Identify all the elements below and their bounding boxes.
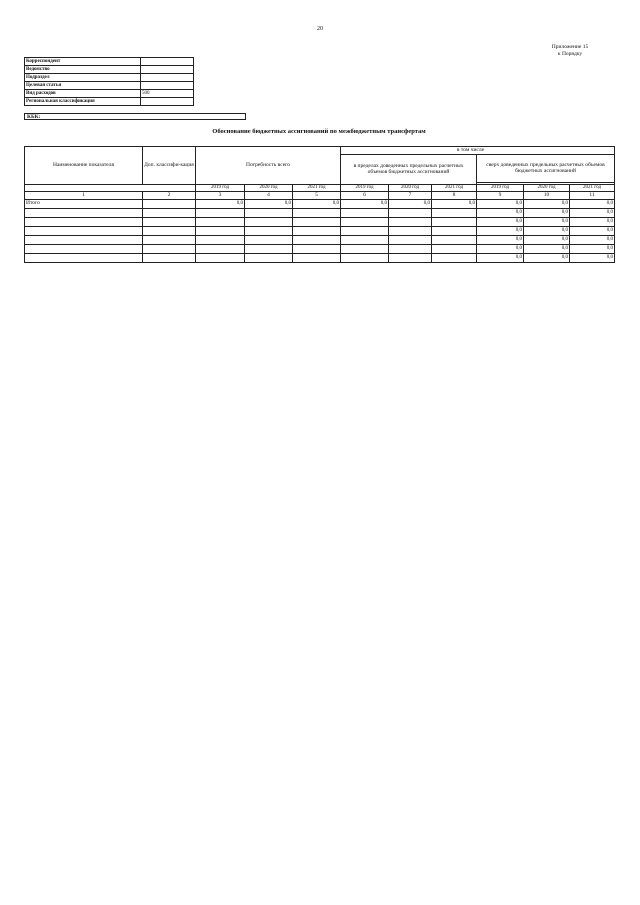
table-cell[interactable] — [245, 208, 293, 217]
table-cell[interactable] — [143, 199, 196, 208]
table-cell[interactable] — [389, 253, 432, 262]
column-number: 7 — [389, 192, 432, 200]
code-value[interactable] — [141, 58, 194, 66]
table-cell[interactable] — [143, 235, 196, 244]
column-number: 8 — [432, 192, 477, 200]
table-cell[interactable] — [293, 253, 341, 262]
code-value[interactable] — [141, 82, 194, 90]
total-value: 0,0 — [432, 199, 477, 208]
appendix-line-1: Приложение 15 — [551, 44, 589, 50]
table-cell[interactable] — [389, 235, 432, 244]
column-number: 10 — [524, 192, 570, 200]
year-spacer — [25, 184, 196, 192]
code-label: Целевая статья — [25, 82, 141, 90]
year-header: 2020 год — [389, 184, 432, 192]
column-number: 5 — [293, 192, 341, 200]
total-value: 0,0 — [570, 199, 615, 208]
row-value: 0,0 — [477, 253, 524, 262]
table-cell[interactable] — [389, 226, 432, 235]
code-row — [25, 66, 194, 74]
table-cell[interactable] — [143, 208, 196, 217]
table-cell[interactable] — [245, 217, 293, 226]
row-value: 0,0 — [477, 235, 524, 244]
table-cell[interactable] — [245, 235, 293, 244]
row-value: 0,0 — [570, 226, 615, 235]
header-within-limits: в пределах доведенных предельных расчетных объемов бюджетных ассигнований — [341, 154, 477, 184]
table-cell[interactable] — [341, 253, 389, 262]
row-value: 0,0 — [570, 217, 615, 226]
classification-codes-table — [24, 57, 194, 106]
table-cell[interactable] — [196, 217, 245, 226]
code-row — [25, 58, 194, 66]
table-cell[interactable] — [25, 253, 143, 262]
table-cell[interactable] — [389, 208, 432, 217]
table-cell[interactable] — [432, 208, 477, 217]
column-number: 3 — [196, 192, 245, 200]
row-value: 0,0 — [570, 253, 615, 262]
year-header: 2021 год — [570, 184, 615, 192]
table-row — [25, 235, 615, 244]
total-value: 0,0 — [196, 199, 245, 208]
column-number: 11 — [570, 192, 615, 200]
table-cell[interactable] — [293, 244, 341, 253]
kbk-field[interactable]: КБК: — [24, 113, 246, 120]
table-cell[interactable] — [196, 208, 245, 217]
row-value: 0,0 — [524, 244, 570, 253]
code-row — [25, 90, 194, 98]
row-value: 0,0 — [570, 235, 615, 244]
code-label: Региональная классификация — [25, 98, 141, 106]
total-value: 0,0 — [245, 199, 293, 208]
table-cell[interactable] — [293, 226, 341, 235]
table-cell[interactable] — [143, 217, 196, 226]
table-row — [25, 208, 615, 217]
code-row — [25, 74, 194, 82]
code-value[interactable] — [141, 98, 194, 106]
year-header: 2021 год — [293, 184, 341, 192]
header-additional-classification: Доп. классифи-кация — [143, 147, 196, 185]
code-label: Вид расходов — [25, 90, 141, 98]
total-value: 0,0 — [524, 199, 570, 208]
year-header: 2019 год — [477, 184, 524, 192]
table-cell[interactable] — [341, 217, 389, 226]
column-number: 2 — [143, 192, 196, 200]
table-cell[interactable] — [293, 235, 341, 244]
table-cell[interactable] — [341, 226, 389, 235]
table-row — [25, 244, 615, 253]
header-indicator-name: Наименование показателя — [25, 147, 143, 185]
table-cell[interactable] — [25, 208, 143, 217]
table-cell[interactable] — [245, 226, 293, 235]
row-value: 0,0 — [477, 208, 524, 217]
table-cell[interactable] — [341, 235, 389, 244]
table-cell[interactable] — [341, 208, 389, 217]
row-value: 0,0 — [524, 253, 570, 262]
table-cell[interactable] — [196, 253, 245, 262]
table-cell[interactable] — [432, 235, 477, 244]
table-cell[interactable] — [432, 244, 477, 253]
table-row — [25, 217, 615, 226]
row-value: 0,0 — [524, 226, 570, 235]
total-value: 0,0 — [341, 199, 389, 208]
code-value[interactable] — [141, 74, 194, 82]
header-total-need: Потребность всего — [196, 147, 341, 185]
row-value: 0,0 — [477, 226, 524, 235]
table-cell[interactable] — [25, 217, 143, 226]
table-row — [25, 253, 615, 262]
table-cell[interactable] — [196, 235, 245, 244]
table-cell[interactable] — [143, 244, 196, 253]
table-cell[interactable] — [196, 226, 245, 235]
row-value: 0,0 — [570, 244, 615, 253]
code-label: Подраздел — [25, 74, 141, 82]
table-row — [25, 226, 615, 235]
table-cell[interactable] — [432, 253, 477, 262]
total-row — [25, 199, 615, 208]
code-row — [25, 98, 194, 106]
table-cell[interactable] — [245, 253, 293, 262]
transfers-table — [24, 146, 615, 263]
table-cell[interactable] — [293, 208, 341, 217]
year-header: 2020 год — [524, 184, 570, 192]
table-cell[interactable] — [432, 226, 477, 235]
year-header: 2021 год — [432, 184, 477, 192]
total-value: 0,0 — [389, 199, 432, 208]
table-cell[interactable] — [389, 217, 432, 226]
table-cell[interactable] — [341, 244, 389, 253]
table-cell[interactable] — [389, 244, 432, 253]
total-label: Итого — [25, 199, 143, 208]
column-number: 4 — [245, 192, 293, 200]
row-value: 0,0 — [477, 244, 524, 253]
table-cell[interactable] — [143, 226, 196, 235]
header-above-limits: сверх доведенных предельных расчетных объемов бюджетных ассигнований — [477, 154, 615, 182]
table-cell[interactable] — [293, 217, 341, 226]
year-header: 2019 год — [341, 184, 389, 192]
header-including: в том числе — [341, 147, 615, 155]
appendix-note — [530, 44, 610, 58]
table-cell[interactable] — [25, 235, 143, 244]
code-value[interactable] — [141, 66, 194, 74]
code-value[interactable]: 500 — [141, 90, 194, 98]
year-header: 2020 год — [245, 184, 293, 192]
page-number: 20 — [317, 26, 323, 32]
table-cell[interactable] — [196, 244, 245, 253]
row-value: 0,0 — [524, 208, 570, 217]
column-number: 6 — [341, 192, 389, 200]
column-number: 1 — [25, 192, 143, 200]
row-value: 0,0 — [524, 235, 570, 244]
column-number: 9 — [477, 192, 524, 200]
row-value: 0,0 — [524, 217, 570, 226]
total-value: 0,0 — [293, 199, 341, 208]
row-value: 0,0 — [477, 217, 524, 226]
code-label: Корреспондент — [25, 58, 141, 66]
table-cell[interactable] — [432, 217, 477, 226]
table-cell[interactable] — [25, 226, 143, 235]
code-row — [25, 82, 194, 90]
table-cell[interactable] — [25, 244, 143, 253]
code-label: Ведомство — [25, 66, 141, 74]
row-value: 0,0 — [570, 208, 615, 217]
year-header: 2019 год — [196, 184, 245, 192]
table-cell[interactable] — [245, 244, 293, 253]
table-cell[interactable] — [143, 253, 196, 262]
appendix-line-2: к Порядку — [557, 51, 583, 57]
document-title: Обоснование бюджетных ассигнований по межбюджетным трансфертам — [212, 128, 426, 135]
total-value: 0,0 — [477, 199, 524, 208]
